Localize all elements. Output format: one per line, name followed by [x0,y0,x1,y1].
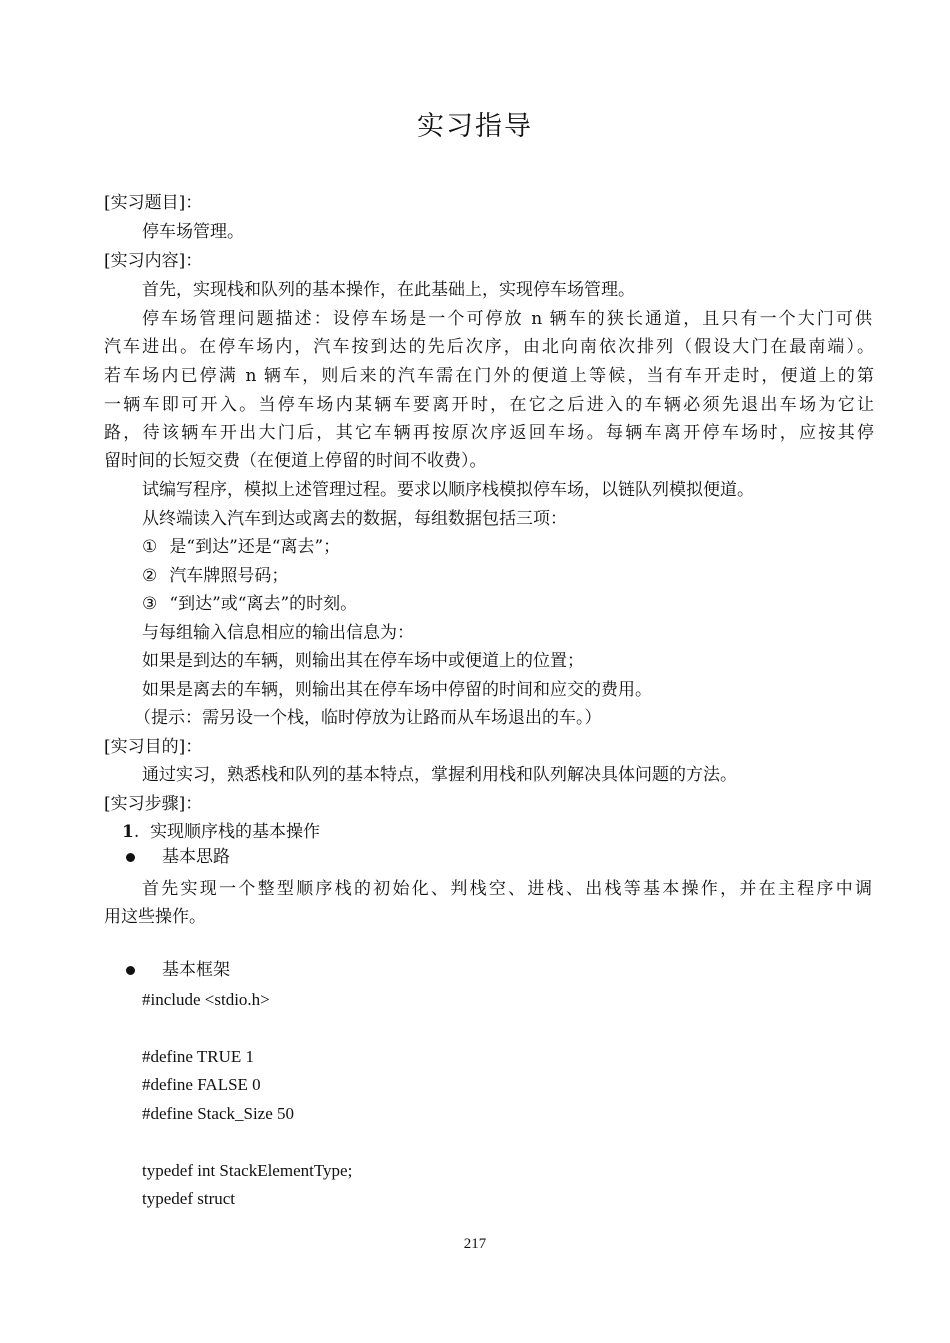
hint-text: （提示：需另设一个栈，临时停放为让路而从车场退出的车。） [134,708,602,728]
step-number: 1 [122,822,134,842]
page-title: 实习指导 [417,111,533,142]
list-item [142,593,357,615]
content-paragraph-line: 一辆车即可开入。当停车场内某辆车要离开时，在它之后进入的车辆必须先退出车场为它让 [104,395,874,415]
content-paragraph-line: 停车场管理问题描述：设停车场是一个可停放 n 辆车的狭长通道，且只有一个大门可供 [142,309,872,329]
topic-header: [实习题目]： [104,193,203,213]
goal-header: [实习目的]： [104,737,203,757]
content-paragraph: 试编写程序，模拟上述管理过程。要求以顺序栈模拟停车场，以链队列模拟便道。 [142,480,754,500]
content-paragraph-line: 留时间的长短交费（在便道上停留的时间不收费）。 [104,451,487,471]
content-paragraph: 如果是到达的车辆，则输出其在停车场中或便道上的位置； [142,651,584,671]
idea-paragraph-line: 首先实现一个整型顺序栈的初始化、判栈空、进栈、出栈等基本操作，并在主程序中调 [142,879,872,899]
bullet-dot-icon [126,966,135,975]
list-marker: ① [142,537,158,557]
idea-paragraph-line: 用这些操作。 [104,907,206,927]
content-paragraph-line: 若车场内已停满 n 辆车，则后来的汽车需在门外的便道上等候，当有车开走时，便道上的第 [104,366,874,386]
bullet-heading: 基本思路 [162,847,230,867]
content-paragraph: 从终端读入汽车到达或离去的数据，每组数据包括三项： [142,509,567,529]
content-paragraph-line: 路，待该辆车开出大门后，其它车辆再按原次序返回车场。每辆车离开停车场时，应按其停 [104,423,874,443]
content-header: [实习内容]： [104,251,203,271]
list-item-text: 汽车牌照号码； [169,566,289,586]
page-number: 217 [463,1236,487,1252]
goal-text: 通过实习，熟悉栈和队列的基本特点，掌握利用栈和队列解决具体问题的方法。 [142,765,737,785]
code-line: #define Stack_Size 50 [142,1104,295,1123]
list-item [142,536,340,558]
code-line: #define FALSE 0 [142,1075,261,1094]
bullet-heading: 基本框架 [162,960,230,980]
step-title: 实现顺序栈的基本操作 [150,822,321,842]
content-paragraph-line: 汽车进出。在停车场内，汽车按到达的先后次序，由北向南依次排列（假设大门在最南端）。 [104,337,874,357]
list-item-text: “到达”或“离去”的时刻。 [169,594,358,614]
content-paragraph: 首先，实现栈和队列的基本操作，在此基础上，实现停车场管理。 [142,280,635,300]
code-line: #define TRUE 1 [142,1047,255,1066]
list-marker: ③ [142,594,158,614]
step-heading [122,821,320,843]
content-paragraph: 如果是离去的车辆，则输出其在停车场中停留的时间和应交的费用。 [142,680,652,700]
topic-text: 停车场管理。 [142,222,244,242]
code-line: typedef struct [142,1189,235,1208]
code-line: typedef int StackElementType; [142,1161,353,1180]
steps-header: [实习步骤]： [104,794,203,814]
code-line: #include <stdio.h> [142,990,270,1009]
list-marker: ② [142,566,158,586]
step-dot: . [133,822,140,842]
bullet-dot-icon [126,853,135,862]
list-item-text: 是“到达”还是“离去”； [169,537,341,557]
content-paragraph: 与每组输入信息相应的输出信息为： [142,623,414,643]
list-item [142,565,288,587]
